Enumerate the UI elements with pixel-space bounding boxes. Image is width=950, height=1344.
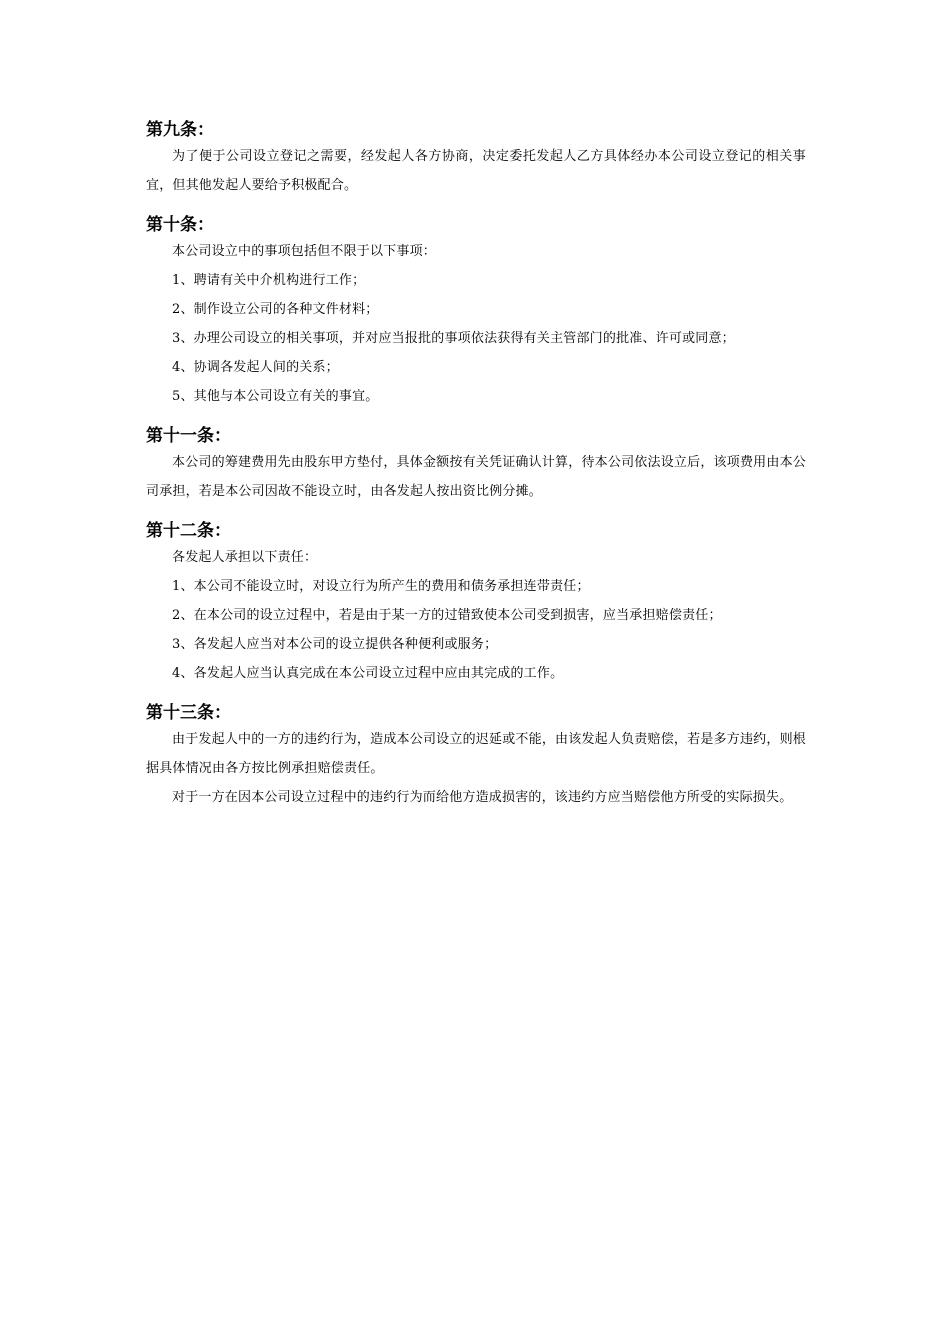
list-item: 4、各发起人应当认真完成在本公司设立过程中应由其完成的工作。 bbox=[172, 666, 564, 681]
list-item: 1、聘请有关中介机构进行工作； bbox=[172, 273, 366, 288]
article-10 bbox=[146, 213, 806, 411]
article-title: 第九条： bbox=[146, 120, 214, 140]
article-title: 第十一条： bbox=[146, 426, 231, 446]
article-title: 第十二条： bbox=[146, 521, 231, 541]
list-item: 2、在本公司的设立过程中，若是由于某一方的过错致使本公司受到损害，应当承担赔偿责任； bbox=[172, 608, 722, 623]
article-paragraph: 本公司的筹建费用先由股东甲方垫付，具体金额按有关凭证确认计算，待本公司依法设立后，该项费用由本公司承担，若是本公司因故不能设立时，由各发起人按出资比例分摊。 bbox=[146, 455, 806, 499]
article-13 bbox=[146, 701, 806, 812]
article-title: 第十三条： bbox=[146, 703, 231, 723]
list-item: 3、办理公司设立的相关事项，并对应当报批的事项依法获得有关主管部门的批准、许可或同意； bbox=[172, 331, 735, 346]
article-paragraph: 为了便于公司设立登记之需要，经发起人各方协商，决定委托发起人乙方具体经办本公司设立登记的相关事宜，但其他发起人要给予积极配合。 bbox=[146, 149, 806, 193]
article-paragraph: 由于发起人中的一方的违约行为，造成本公司设立的迟延或不能，由该发起人负责赔偿，若是多方违约，则根据具体情况由各方按比例承担赔偿责任。 bbox=[146, 732, 806, 776]
document-page bbox=[146, 118, 806, 812]
list-item: 1、本公司不能设立时，对设立行为所产生的费用和债务承担连带责任； bbox=[172, 579, 590, 594]
article-paragraph: 各发起人承担以下责任： bbox=[172, 550, 318, 565]
article-11 bbox=[146, 424, 806, 506]
article-12 bbox=[146, 519, 806, 688]
list-item: 5、其他与本公司设立有关的事宜。 bbox=[172, 389, 379, 404]
list-item: 3、各发起人应当对本公司的设立提供各种便利或服务； bbox=[172, 637, 498, 652]
list-item: 2、制作设立公司的各种文件材料； bbox=[172, 302, 379, 317]
article-title: 第十条： bbox=[146, 215, 214, 235]
article-9 bbox=[146, 118, 806, 200]
list-item: 4、协调各发起人间的关系； bbox=[172, 360, 339, 375]
article-paragraph: 本公司设立中的事项包括但不限于以下事项： bbox=[172, 244, 437, 259]
article-paragraph: 对于一方在因本公司设立过程中的违约行为而给他方造成损害的，该违约方应当赔偿他方所受的实际损失。 bbox=[172, 790, 793, 805]
